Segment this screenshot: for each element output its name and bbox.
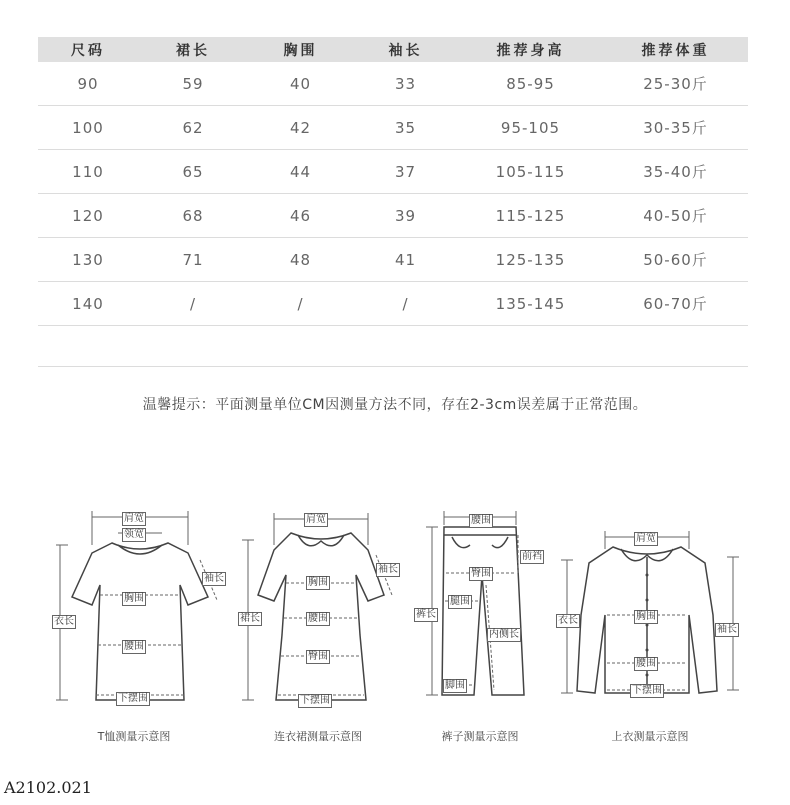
tshirt-diagram [52, 505, 252, 715]
label-waist: 腰围 [471, 515, 491, 526]
table-cell: 40 [289, 74, 312, 93]
label-hip: 臀围 [471, 568, 491, 579]
label-waist: 腰围 [124, 641, 144, 652]
table-cell: 50-60斤 [643, 251, 708, 269]
table-row [38, 150, 748, 194]
top-diagram [555, 505, 755, 715]
table-row [38, 282, 748, 326]
table-row [38, 238, 748, 282]
table-cell: 65 [182, 162, 204, 181]
table-cell: 41 [394, 250, 417, 269]
table-cell: 120 [72, 206, 104, 225]
label-length: 衣长 [558, 615, 578, 626]
table-cell: 59 [182, 74, 204, 93]
table-cell: 46 [289, 206, 312, 225]
table-cell: / [402, 294, 409, 313]
label-length: 裙长 [240, 613, 260, 624]
table-cell: 33 [394, 74, 417, 93]
table-cell: 68 [182, 206, 204, 225]
table-cell: 105-115 [495, 162, 566, 181]
label-length: 裤长 [416, 609, 436, 620]
table-cell: 140 [72, 294, 104, 313]
header-dress-length: 裙长 [176, 42, 210, 59]
label-shoulder: 肩宽 [306, 514, 326, 525]
table-cell: 44 [289, 162, 312, 181]
label-chest: 胸围 [124, 593, 144, 604]
table-cell: 135-145 [495, 294, 566, 313]
table-cell: 25-30斤 [643, 75, 708, 93]
measurement-tip: 温馨提示：平面测量单位CM因测量方法不同，存在2-3cm误差属于正常范围。 [142, 397, 648, 413]
table-cell: 42 [289, 118, 312, 137]
table-header-row [38, 37, 748, 62]
table-cell: 100 [72, 118, 104, 137]
dress-diagram [236, 505, 436, 715]
label-shoulder: 肩宽 [124, 513, 144, 524]
label-hip: 臀围 [308, 651, 328, 662]
table-cell: 40-50斤 [643, 207, 708, 225]
label-sleeve: 袖长 [204, 573, 224, 584]
label-hem: 下摆围 [632, 685, 662, 696]
label-shoulder: 肩宽 [636, 533, 656, 544]
table-cell: 125-135 [495, 250, 566, 269]
label-length: 衣长 [54, 616, 74, 627]
label-sleeve: 袖长 [378, 564, 398, 575]
table-cell: 85-95 [506, 74, 555, 93]
table-cell: 130 [72, 250, 104, 269]
label-inseam: 内侧长 [489, 629, 519, 640]
table-cell: 37 [394, 162, 417, 181]
table-cell: 48 [289, 250, 312, 269]
header-chest: 胸围 [283, 42, 318, 59]
header-sleeve: 袖长 [388, 42, 423, 59]
dress-illustration [236, 505, 436, 715]
label-hem: 下摆围 [118, 693, 148, 704]
table-row [38, 194, 748, 238]
table-row-empty [38, 326, 748, 367]
pants-caption: 裤子测量示意图 [441, 730, 519, 743]
top-caption: 上衣测量示意图 [611, 730, 689, 743]
header-height: 推荐身高 [496, 42, 565, 59]
label-collar: 领宽 [124, 529, 144, 540]
table-cell: 95-105 [500, 118, 561, 137]
size-table [38, 37, 748, 367]
dress-caption: 连衣裙测量示意图 [274, 730, 362, 743]
label-front-rise: 前裆 [522, 551, 542, 562]
label-leg-opening: 脚围 [445, 680, 465, 691]
table-row [38, 106, 748, 150]
product-code: A2102.021 [4, 778, 92, 797]
tshirt-caption: T恤测量示意图 [97, 730, 171, 743]
label-waist: 腰围 [308, 613, 328, 624]
table-cell: 110 [72, 162, 104, 181]
label-hem: 下摆围 [300, 695, 330, 706]
table-cell: 62 [182, 118, 204, 137]
table-cell: / [189, 294, 197, 313]
table-cell: 35 [394, 118, 417, 137]
table-cell: 115-125 [495, 206, 566, 225]
table-cell: 71 [182, 250, 204, 269]
table-cell: 35-40斤 [643, 163, 708, 181]
table-cell: 60-70斤 [643, 295, 708, 313]
tshirt-illustration [52, 505, 252, 715]
table-cell: 90 [77, 74, 99, 93]
label-thigh: 腿围 [450, 596, 470, 607]
label-chest: 胸围 [636, 611, 656, 622]
table-cell: 39 [394, 206, 417, 225]
table-row [38, 62, 748, 106]
label-waist: 腰围 [636, 658, 656, 669]
label-sleeve: 袖长 [717, 624, 737, 635]
header-size: 尺码 [71, 42, 105, 59]
table-cell: / [297, 294, 304, 313]
header-weight: 推荐体重 [641, 42, 710, 59]
label-chest: 胸围 [308, 577, 328, 588]
table-cell: 30-35斤 [643, 119, 708, 137]
